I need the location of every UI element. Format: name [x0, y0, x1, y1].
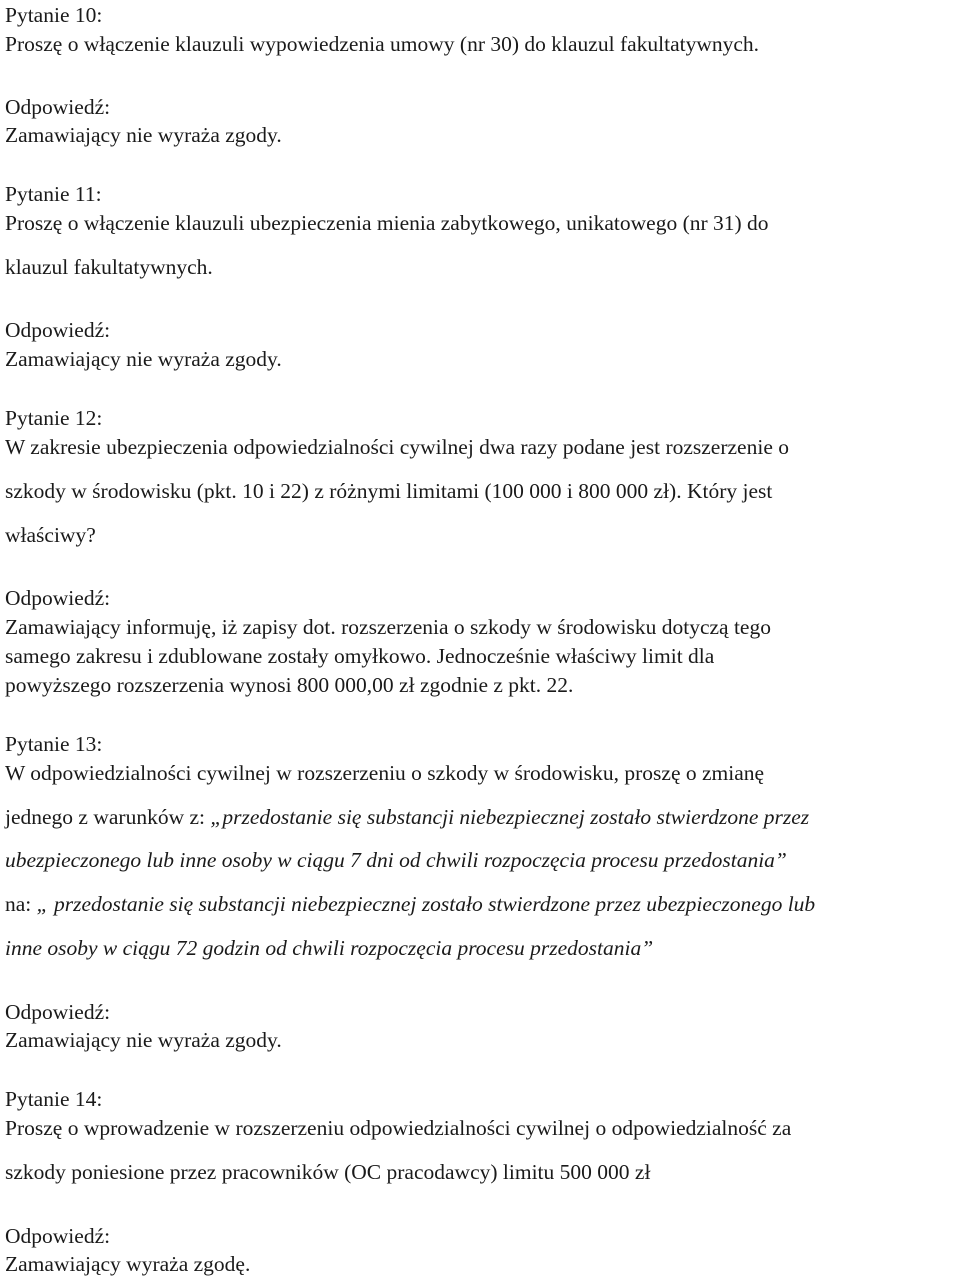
question-13-proposed-condition-end: inne osoby w ciągu 72 godzin od chwili rozpoczęcia procesu przedostania”	[5, 936, 654, 960]
question-11-text-line-1: Proszę o włączenie klauzuli ubezpieczenia mienia zabytkowego, unikatowego (nr 31) do	[5, 211, 769, 235]
question-12-answer-label: Odpowiedź:	[5, 586, 111, 610]
question-12-text-line-2: szkody w środowisku (pkt. 10 i 22) z różnymi limitami (100 000 i 800 000 zł). Który jest	[5, 479, 773, 503]
question-13-label: Pytanie 13:	[5, 732, 103, 756]
question-13-original-condition-end: ubezpieczonego lub inne osoby w ciągu 7 dni od chwili rozpoczęcia procesu przedostania”	[5, 848, 787, 872]
question-13-line-2-prefix: jednego z warunków z:	[5, 805, 211, 829]
question-10-answer-label: Odpowiedź:	[5, 95, 111, 119]
question-13-line-4-prefix: na:	[5, 892, 37, 916]
question-14-text-line-2: szkody poniesione przez pracowników (OC pracodawcy) limitu 500 000 zł	[5, 1160, 651, 1184]
question-12-text-line-1: W zakresie ubezpieczenia odpowiedzialności cywilnej dwa razy podane jest rozszerzenie o	[5, 435, 789, 459]
question-10-text: Proszę o włączenie klauzuli wypowiedzenia umowy (nr 30) do klauzul fakultatywnych.	[5, 32, 760, 56]
question-14-label: Pytanie 14:	[5, 1087, 103, 1111]
question-11-answer: Zamawiający nie wyraża zgody.	[5, 347, 282, 371]
question-11-answer-label: Odpowiedź:	[5, 318, 111, 342]
question-14-answer: Zamawiający wyraża zgodę.	[5, 1252, 251, 1276]
question-13-original-condition-start: „przedostanie się substancji niebezpiecznej zostało stwierdzone przez	[210, 805, 810, 829]
question-12-text-line-3: właściwy?	[5, 523, 96, 547]
question-12-answer-line-1: Zamawiający informuję, iż zapisy dot. rozszerzenia o szkody w środowisku dotyczą tego	[5, 615, 771, 639]
question-11-label: Pytanie 11:	[5, 182, 102, 206]
question-12-label: Pytanie 12:	[5, 406, 103, 430]
question-12-answer-line-2: samego zakresu i zdublowane zostały omyłkowo. Jednocześnie właściwy limit dla	[5, 644, 715, 668]
question-11-text-line-2: klauzul fakultatywnych.	[5, 255, 213, 279]
question-12-answer-line-3: powyższego rozszerzenia wynosi 800 000,00 zł zgodnie z pkt. 22.	[5, 673, 574, 697]
question-14-answer-label: Odpowiedź:	[5, 1224, 111, 1248]
question-14-text-line-1: Proszę o wprowadzenie w rozszerzeniu odpowiedzialności cywilnej o odpowiedzialność za	[5, 1116, 792, 1140]
question-10-answer: Zamawiający nie wyraża zgody.	[5, 123, 282, 147]
question-13-answer: Zamawiający nie wyraża zgody.	[5, 1028, 282, 1052]
question-13-text-line-1: W odpowiedzialności cywilnej w rozszerzeniu o szkody w środowisku, proszę o zmianę	[5, 761, 765, 785]
question-13-text-line-4	[5, 894, 815, 916]
question-13-answer-label: Odpowiedź:	[5, 1000, 111, 1024]
question-13-text-line-2	[5, 807, 809, 829]
question-10-label: Pytanie 10:	[5, 3, 103, 27]
question-13-proposed-condition-start: „ przedostanie się substancji niebezpiecznej zostało stwierdzone przez ubezpieczonego lub	[36, 892, 816, 916]
